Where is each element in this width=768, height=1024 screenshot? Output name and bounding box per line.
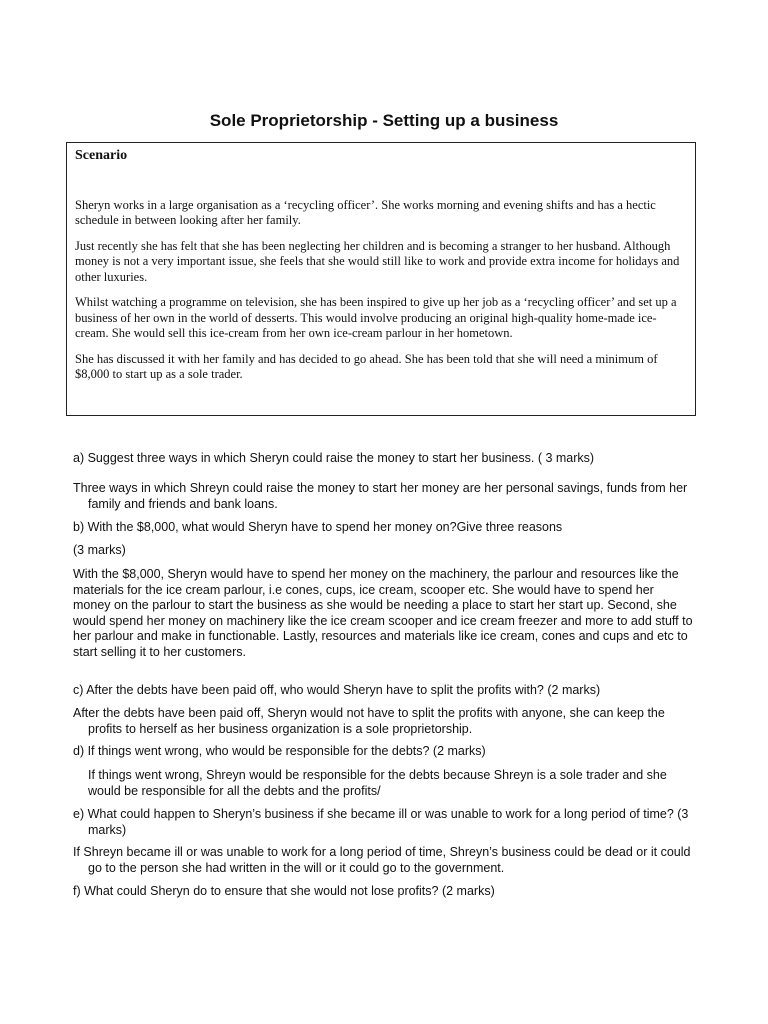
question-b-text: b) With the $8,000, what would Sheryn have to spend her money on?Give three reasons (73, 520, 563, 534)
question-b-marks-text: (3 marks) (73, 543, 126, 557)
scenario-paragraph: She has discussed it with her family and has decided to go ahead. She has been told that she will need a minimum of $8,000 to start up as a sole trader. (75, 351, 658, 381)
question-b (73, 520, 693, 536)
question-f-text: f) What could Sheryn do to ensure that she would not lose profits? (2 marks) (73, 884, 495, 898)
answer-c (73, 706, 693, 737)
answer-c-text: After the debts have been paid off, Sheryn would not have to split the profits with anyone, she can keep the profits to herself as her business organization is a sole proprietorship. (73, 706, 665, 736)
answer-a (73, 481, 693, 512)
question-d-text: d) If things went wrong, who would be responsible for the debts? (2 marks) (73, 744, 486, 758)
answer-b (73, 567, 693, 660)
question-c-text: c) After the debts have been paid off, who would Sheryn have to split the profits with? (2 marks) (73, 683, 601, 697)
scenario-paragraph: Whilst watching a programme on television, she has been inspired to give up her job as a ‘recycling officer’ and set up a business of her own in the world of desserts. This would involve producing an original high-quality home-made ice-cream. She would sell this ice-cream from her own ice-cream parlour in her hometown. (75, 295, 677, 340)
question-a-text: a) Suggest three ways in which Sheryn could raise the money to start her business. ( 3 marks) (73, 451, 595, 465)
answer-e-text: If Shreyn became ill or was unable to work for a long period of time, Shreyn’s business could be dead or it could go to the person she had written in the will or it could go to the government. (73, 845, 691, 875)
question-c (73, 683, 693, 699)
answer-b-text: With the $8,000, Sheryn would have to spend her money on the machinery, the parlour and resources like the materials for the ice cream parlour, i.e cones, cups, ice cream, scooper etc. She would have to spend her money on the parlour to start the business as she would be needing a place to start her start up. Second, she would spend her money on machinery like the ice cream scooper and ice cream freezer and more to add stuff to her parlour and make in functionable. Lastly, resources and materials like ice cream, cones and cups and etc to start selling it to her customers. (73, 567, 693, 659)
question-f (73, 884, 693, 900)
scenario-box (66, 142, 696, 416)
question-e-text: e) What could happen to Sheryn’s business if she became ill or was unable to work for a long period of time? (3 marks) (73, 807, 689, 837)
answer-d (73, 768, 693, 799)
question-a (73, 451, 693, 467)
question-e (73, 807, 693, 838)
question-d (73, 744, 693, 760)
scenario-heading: Scenario (75, 148, 128, 163)
answer-a-text: Three ways in which Shreyn could raise the money to start her money are her personal savings, funds from her family and friends and bank loans. (73, 481, 688, 511)
page-title: Sole Proprietorship - Setting up a business (209, 111, 559, 130)
scenario-paragraph: Just recently she has felt that she has been neglecting her children and is becoming a stranger to her husband. Although money is not a very important issue, she feels that she would still like to work and provide extra income for holidays and other luxuries. (75, 238, 680, 284)
answer-d-text: If things went wrong, Shreyn would be responsible for the debts because Shreyn is a sole trader and she would be responsible for all the debts and the profits/ (88, 768, 667, 798)
question-b-marks (73, 543, 693, 559)
scenario-paragraph: Sheryn works in a large organisation as a ‘recycling officer’. She works morning and evening shifts and has a hectic schedule in between looking after her family. (75, 197, 656, 227)
answer-e (73, 845, 693, 876)
